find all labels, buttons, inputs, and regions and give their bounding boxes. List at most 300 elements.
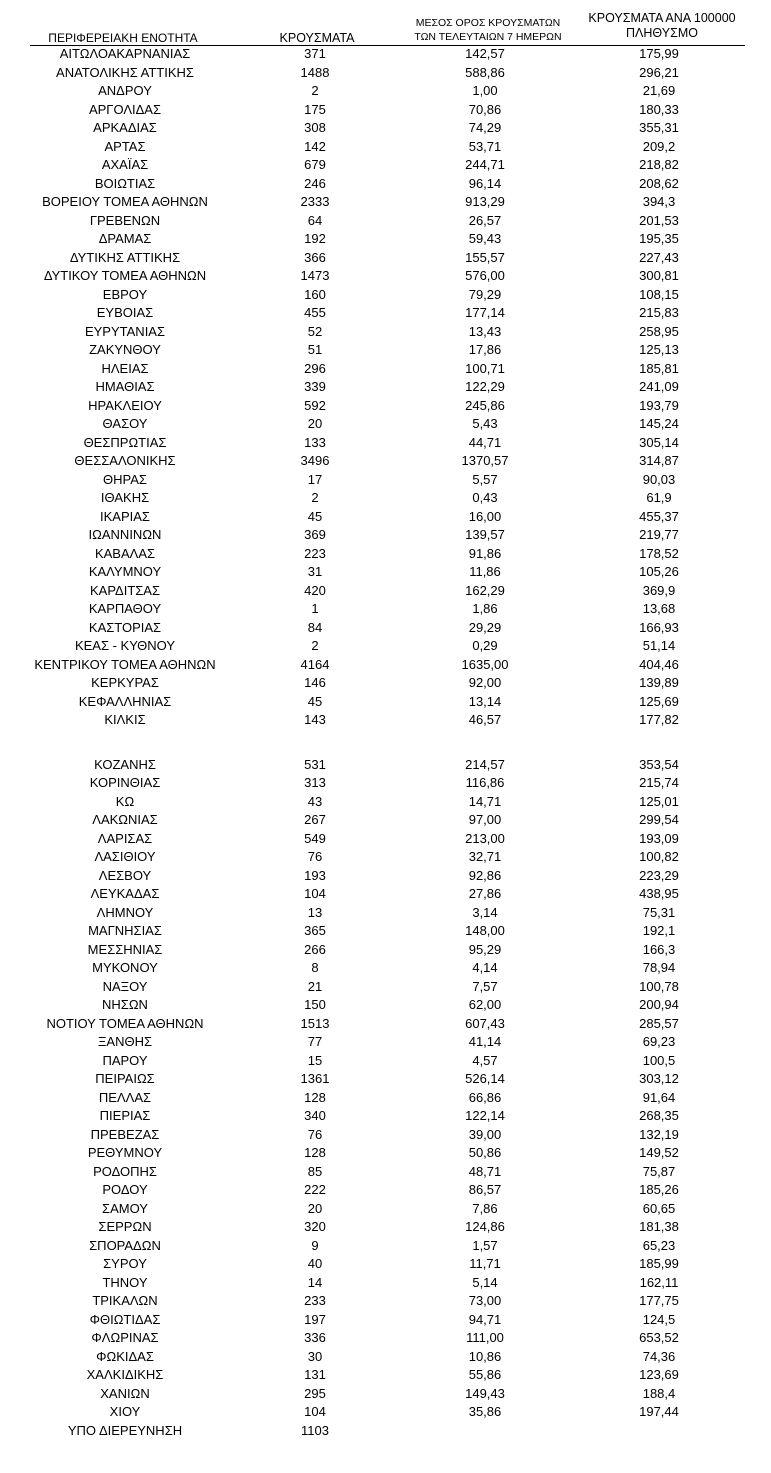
table-row [0,774,771,792]
table-row [0,212,771,230]
seven-day-average: 7,86 [472,1200,498,1216]
seven-day-average: 11,71 [469,1256,501,1271]
table-row [0,756,771,774]
region-name: ΚΑΣΤΟΡΙΑΣ [88,619,162,635]
case-count: 267 [304,812,326,827]
cases-per-100k: 90,03 [642,471,676,487]
cases-per-100k: 209,2 [642,138,676,154]
region-name: ΗΜΑΘΙΑΣ [95,379,155,394]
case-count: 365 [304,923,326,938]
cases-per-100k: 177,75 [639,1293,679,1308]
table-row [0,545,771,563]
cases-per-100k: 201,53 [639,212,679,228]
seven-day-average: 0,29 [472,638,498,653]
case-count: 30 [307,1348,323,1364]
table-row [0,1329,771,1347]
cases-per-100k: 124,5 [642,1311,676,1327]
case-count: 369 [304,527,326,542]
region-name: ΜΕΣΣΗΝΙΑΣ [87,941,163,957]
cases-per-100k: 300,81 [639,268,679,283]
cases-per-100k: 75,31 [642,904,676,920]
seven-day-average: 116,86 [465,775,505,790]
region-name: ΚΑΡΠΑΘΟΥ [88,601,162,616]
region-name: ΝΗΣΩΝ [102,997,148,1012]
table-row [0,45,771,63]
cases-per-100k: 108,15 [639,286,679,302]
case-count: 366 [304,249,326,265]
region-name: ΜΑΓΝΗΣΙΑΣ [88,923,162,938]
seven-day-average: 59,43 [468,231,502,246]
case-count: 20 [307,1200,323,1216]
cases-per-100k: 132,19 [639,1126,679,1142]
case-count: 233 [304,1293,326,1308]
cases-per-100k: 355,31 [639,120,679,135]
region-name: ΚΕΝΤΡΙΚΟΥ ΤΟΜΕΑ ΑΘΗΝΩΝ [34,656,216,672]
cases-per-100k: 208,62 [639,175,679,191]
table-row [0,941,771,959]
region-name: ΣΠΟΡΑΔΩΝ [89,1237,161,1253]
case-count: 2 [311,638,319,653]
region-name: ΑΡΤΑΣ [104,138,146,154]
case-count: 51 [307,342,323,357]
seven-day-average: 14,71 [468,793,502,809]
cases-per-100k: 21,69 [642,83,676,98]
region-name: ΚΕΡΚΥΡΑΣ [91,675,159,690]
seven-day-average: 70,86 [468,101,502,117]
cases-per-100k: 197,44 [639,1404,679,1419]
table-row [0,452,771,470]
seven-day-average: 1,57 [472,1237,498,1253]
case-count: 223 [304,545,326,561]
case-count: 45 [307,508,323,524]
region-name: ΔΡΑΜΑΣ [98,231,152,246]
seven-day-average: 177,14 [465,305,505,320]
case-count: 549 [304,830,326,846]
header-seven-day-average [398,16,578,44]
cases-per-100k: 61,9 [646,490,672,505]
region-name: ΙΩΑΝΝΙΝΩΝ [88,527,162,542]
case-count: 197 [304,1311,326,1327]
region-name: ΑΧΑΪΑΣ [101,157,149,172]
table-row [0,582,771,600]
header-avg-line2: ΤΩΝ ΤΕΛΕΥΤΑΙΩΝ 7 ΗΜΕΡΩΝ [414,31,562,43]
seven-day-average: 3,14 [472,904,498,920]
case-count: 104 [304,886,326,901]
case-count: 295 [304,1385,326,1401]
cases-per-100k: 241,09 [639,379,679,394]
seven-day-average: 162,29 [465,582,505,598]
region-name: ΜΥΚΟΝΟΥ [92,960,158,975]
region-name: ΘΕΣΣΑΛΟΝΙΚΗΣ [74,453,176,468]
seven-day-average: 124,86 [465,1219,505,1234]
table-row [0,1292,771,1310]
cases-per-100k: 314,87 [639,453,679,468]
cases-per-100k: 353,54 [639,756,679,772]
table-row [0,1348,771,1366]
cases-per-100k: 125,69 [639,693,679,709]
seven-day-average: 607,43 [465,1015,505,1031]
cases-per-100k: 178,52 [639,545,679,561]
case-count: 21 [307,978,323,994]
cases-per-100k: 185,26 [639,1182,679,1197]
case-count: 131 [304,1367,326,1382]
region-name: ΘΗΡΑΣ [103,471,147,487]
region-name: ΚΕΦΑΛΛΗΝΙΑΣ [78,693,172,709]
region-name: ΕΥΡΥΤΑΝΙΑΣ [84,323,166,339]
case-count: 1488 [300,64,330,80]
cases-per-100k: 215,74 [639,775,679,790]
region-name: ΣΑΜΟΥ [102,1200,148,1216]
seven-day-average: 29,29 [468,619,502,635]
case-count: 8 [311,960,319,975]
cases-per-100k: 185,99 [639,1256,679,1271]
case-count: 340 [304,1108,326,1123]
cases-per-100k: 100,82 [639,849,679,864]
table-row [0,1107,771,1125]
case-count: 1 [311,601,319,616]
seven-day-average: 213,00 [465,830,505,846]
cases-per-100k: 149,52 [639,1145,679,1160]
region-name: ΦΘΙΩΤΙΔΑΣ [89,1311,161,1327]
seven-day-average: 27,86 [468,886,502,901]
seven-day-average: 142,57 [465,46,505,61]
case-count: 2 [311,490,319,505]
table-row [0,1144,771,1162]
seven-day-average: 66,86 [468,1089,502,1105]
cases-per-100k: 145,24 [639,416,679,431]
table-row [0,959,771,977]
table-row [0,922,771,940]
cases-per-100k: 65,23 [642,1237,676,1253]
region-name: ΔΥΤΙΚΗΣ ΑΤΤΙΚΗΣ [69,249,181,265]
region-name: ΠΕΛΛΑΣ [98,1089,152,1105]
case-count: 76 [307,849,323,864]
region-name: ΠΑΡΟΥ [102,1052,148,1068]
region-name: ΑΙΤΩΛΟΑΚΑΡΝΑΝΙΑΣ [59,46,191,61]
table-row [0,904,771,922]
table-row [0,1255,771,1273]
seven-day-average: 97,00 [468,812,502,827]
seven-day-average: 1,86 [472,601,498,616]
region-name: ΕΒΡΟΥ [102,286,148,302]
region-name: ΞΑΝΘΗΣ [97,1034,153,1049]
seven-day-average: 214,57 [465,756,505,772]
table-row [0,1126,771,1144]
seven-day-average: 94,71 [468,1311,502,1327]
region-name: ΧΙΟΥ [109,1404,141,1419]
seven-day-average: 46,57 [468,712,502,727]
seven-day-average: 122,29 [465,379,505,394]
table-row [0,193,771,211]
table-row [0,323,771,341]
table-row [0,867,771,885]
case-count: 371 [304,46,326,61]
case-count: 31 [307,564,323,579]
cases-per-100k: 139,89 [639,675,679,690]
cases-per-100k: 91,64 [642,1089,676,1105]
cases-per-100k: 78,94 [642,960,676,975]
case-count: 76 [307,1126,323,1142]
cases-per-100k: 215,83 [639,305,679,320]
table-row [0,563,771,581]
table-row [0,1422,771,1440]
seven-day-average: 139,57 [465,527,505,542]
table-row [0,175,771,193]
case-count: 4164 [300,656,330,672]
cases-per-100k: 100,78 [639,978,679,994]
region-name: ΛΗΜΝΟΥ [96,904,154,920]
table-row [0,793,771,811]
case-count: 14 [307,1274,323,1290]
table-row [0,1200,771,1218]
cases-per-100k: 74,36 [642,1348,676,1364]
case-count: 64 [307,212,323,228]
seven-day-average: 5,57 [472,471,498,487]
cases-per-100k: 193,79 [639,397,679,413]
seven-day-average: 1,00 [472,83,498,98]
table-row [0,138,771,156]
table-row [0,1237,771,1255]
header-cases-per-100k [572,11,752,41]
region-name: ΠΙΕΡΙΑΣ [99,1108,151,1123]
region-name: ΚΑΛΥΜΝΟΥ [88,564,162,579]
case-count: 592 [304,397,326,413]
table-row [0,397,771,415]
case-count: 40 [307,1256,323,1271]
case-count: 150 [304,997,326,1012]
case-count: 15 [307,1052,323,1068]
case-count: 160 [304,286,326,302]
cases-per-100k: 69,23 [642,1034,676,1049]
region-name: ΠΕΙΡΑΙΩΣ [95,1071,155,1086]
cases-per-100k: 653,52 [639,1330,679,1345]
cases-per-100k: 219,77 [639,527,679,542]
case-count: 1361 [300,1071,330,1086]
seven-day-average: 91,86 [468,545,502,561]
seven-day-average: 122,14 [465,1108,505,1123]
seven-day-average: 5,43 [472,416,498,431]
table-row [0,341,771,359]
cases-per-100k: 180,33 [639,101,679,117]
case-count: 9 [311,1237,319,1253]
seven-day-average: 92,00 [468,675,502,690]
cases-per-100k: 258,95 [639,323,679,339]
region-name: ΣΕΡΡΩΝ [98,1219,152,1234]
seven-day-average: 79,29 [468,286,502,302]
case-count: 146 [304,675,326,690]
header-avg-line1: ΜΕΣΟΣ ΟΡΟΣ ΚΡΟΥΣΜΑΤΩΝ [415,17,561,29]
region-name: ΕΥΒΟΙΑΣ [96,305,154,320]
seven-day-average: 526,14 [465,1071,505,1086]
region-name: ΗΛΕΙΑΣ [101,360,149,376]
cases-per-100k: 125,01 [639,793,679,809]
table-row [0,996,771,1014]
region-name: ΘΑΣΟΥ [102,416,148,431]
region-name: ΚΙΛΚΙΣ [104,712,146,727]
seven-day-average: 0,43 [472,490,498,505]
cases-per-100k: 181,38 [639,1219,679,1234]
seven-day-average: 86,57 [468,1182,502,1197]
region-name: ΒΟΙΩΤΙΑΣ [94,175,156,191]
case-count: 531 [304,756,326,772]
seven-day-average: 73,00 [468,1293,502,1308]
case-count: 192 [304,231,326,246]
seven-day-average: 1370,57 [461,453,509,468]
region-name: ΛΑΣΙΘΙΟΥ [94,849,156,864]
cases-per-100k: 125,13 [639,342,679,357]
case-count: 420 [304,582,326,598]
seven-day-average: 96,14 [468,175,502,191]
table-row [0,360,771,378]
cases-per-100k: 227,43 [639,249,679,265]
region-name: ΙΘΑΚΗΣ [100,490,150,505]
cases-per-100k: 51,14 [642,638,676,653]
seven-day-average: 53,71 [468,138,502,154]
table-row [0,1366,771,1384]
case-count: 296 [304,360,326,376]
seven-day-average: 26,57 [468,212,502,228]
cases-per-100k: 195,35 [639,231,679,246]
case-count: 104 [304,1404,326,1419]
seven-day-average: 50,86 [468,1145,502,1160]
region-name: ΤΡΙΚΑΛΩΝ [92,1293,158,1308]
seven-day-average: 148,00 [465,923,505,938]
table-row [0,230,771,248]
region-name: ΧΑΝΙΩΝ [100,1385,150,1401]
table-row [0,1311,771,1329]
table-row [0,378,771,396]
case-count: 17 [307,471,323,487]
table-row [0,848,771,866]
seven-day-average: 44,71 [468,434,502,450]
case-count: 175 [304,101,326,117]
case-count: 222 [304,1182,326,1197]
cases-per-100k: 175,99 [639,46,679,61]
case-count: 308 [304,120,326,135]
region-name: ΑΝΔΡΟΥ [98,83,152,98]
header-per100k-line1: ΚΡΟΥΣΜΑΤΑ ΑΝΑ 100000 [588,11,736,25]
region-name: ΔΥΤΙΚΟΥ ΤΟΜΕΑ ΑΘΗΝΩΝ [43,268,207,283]
table-row [0,156,771,174]
cases-per-100k: 75,87 [642,1163,676,1179]
seven-day-average: 55,86 [468,1367,502,1382]
case-count: 52 [307,323,323,339]
case-count: 266 [304,941,326,957]
region-name: ΡΕΘΥΜΝΟΥ [87,1145,163,1160]
region-name: ΥΠΟ ΔΙΕΡΕΥΝΗΣΗ [67,1422,183,1438]
case-count: 43 [307,793,323,809]
cases-per-100k: 303,12 [639,1071,679,1086]
table-row [0,1163,771,1181]
case-count: 1513 [300,1015,330,1031]
seven-day-average: 576,00 [465,268,505,283]
region-name: ΤΗΝΟΥ [102,1274,148,1290]
table-row [0,811,771,829]
seven-day-average: 7,57 [472,978,498,994]
case-count: 85 [307,1163,323,1179]
cases-per-100k: 100,5 [642,1052,676,1068]
seven-day-average: 74,29 [468,120,502,135]
table-row [0,415,771,433]
region-name: ΗΡΑΚΛΕΙΟΥ [88,397,162,413]
case-count: 45 [307,693,323,709]
case-count: 2 [311,83,319,98]
case-count: 3496 [300,453,330,468]
table-row [0,1403,771,1421]
seven-day-average: 913,29 [465,194,505,209]
region-name: ΛΕΥΚΑΔΑΣ [90,886,160,901]
seven-day-average: 5,14 [472,1274,498,1290]
region-name: ΦΩΚΙΔΑΣ [96,1348,154,1364]
cases-per-100k: 188,4 [642,1385,676,1401]
case-count: 1473 [300,268,330,283]
region-name: ΧΑΛΚΙΔΙΚΗΣ [86,1367,164,1382]
region-name: ΑΡΓΟΛΙΔΑΣ [88,101,162,117]
region-name: ΦΛΩΡΙΝΑΣ [91,1330,159,1345]
seven-day-average: 10,86 [468,1348,502,1364]
case-count: 455 [304,305,326,320]
case-count: 143 [304,712,326,727]
seven-day-average: 35,86 [468,1404,502,1419]
table-row [0,82,771,100]
region-name: ΘΕΣΠΡΩΤΙΑΣ [83,434,167,450]
region-name: ΚΑΡΔΙΤΣΑΣ [89,582,161,598]
region-name: ΑΝΑΤΟΛΙΚΗΣ ΑΤΤΙΚΗΣ [56,64,194,80]
region-name: ΠΡΕΒΕΖΑΣ [90,1126,160,1142]
table-row [0,267,771,285]
table-row [0,101,771,119]
table-row [0,526,771,544]
seven-day-average: 48,71 [468,1163,502,1179]
case-count: 128 [304,1089,326,1105]
cases-per-100k: 185,81 [639,360,679,376]
table-row [0,508,771,526]
seven-day-average: 244,71 [465,157,505,172]
table-row [0,1385,771,1403]
table-row [0,249,771,267]
case-count: 320 [304,1219,326,1234]
cases-per-100k: 404,46 [639,656,679,672]
cases-per-100k: 285,57 [639,1015,679,1031]
table-row [0,471,771,489]
table-row [0,978,771,996]
case-count: 336 [304,1330,326,1345]
seven-day-average: 111,00 [466,1330,504,1345]
seven-day-average: 41,14 [468,1034,502,1049]
seven-day-average: 13,14 [468,693,502,709]
seven-day-average: 100,71 [465,360,505,376]
region-name: ΑΡΚΑΔΙΑΣ [93,120,157,135]
cases-per-100k: 299,54 [639,812,679,827]
table-row [0,489,771,507]
cases-per-100k: 369,9 [642,582,676,598]
case-count: 13 [307,904,323,920]
cases-per-100k: 166,93 [639,619,679,635]
table-row [0,1052,771,1070]
region-name: ΚΩ [115,793,135,809]
region-name: ΙΚΑΡΙΑΣ [100,508,150,524]
table-row [0,656,771,674]
table-row [0,885,771,903]
region-name: ΒΟΡΕΙΟΥ ΤΟΜΕΑ ΑΘΗΝΩΝ [42,194,208,209]
table-row [0,1015,771,1033]
case-count: 339 [304,379,326,394]
seven-day-average: 245,86 [465,397,505,413]
table-row [0,600,771,618]
cases-per-100k: 268,35 [639,1108,679,1123]
cases-per-100k: 305,14 [639,434,679,450]
table-row [0,693,771,711]
